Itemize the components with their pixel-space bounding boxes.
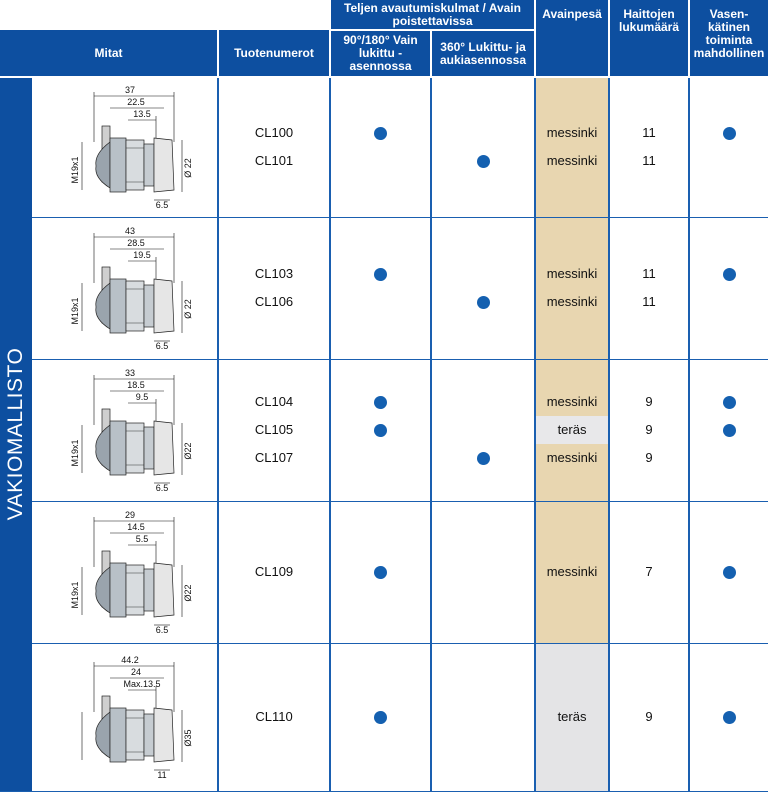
left-hand-cell [689, 77, 768, 217]
dim-diameter: Ø35 [182, 729, 193, 747]
product-codes-cell [218, 643, 330, 791]
header-mitat: Mitat [0, 30, 218, 77]
lock-diagram [50, 365, 200, 495]
dim-base: 6.5 [155, 625, 168, 635]
feature-line [432, 119, 534, 147]
lever-count-cell [609, 217, 689, 359]
cell-stack [219, 388, 329, 472]
feature-line [690, 558, 768, 586]
cell-stack [536, 388, 608, 472]
feature-line [331, 147, 430, 175]
product-codes-cell [218, 77, 330, 217]
feature-line [432, 388, 534, 416]
lever-count: 11 [642, 125, 656, 141]
deg90-cell [330, 217, 431, 359]
feature-line [432, 260, 534, 288]
header-vasen: Vasen-kätinen toiminta mahdollinen [689, 0, 768, 77]
lever-count: 11 [642, 294, 656, 309]
deg90-cell [330, 77, 431, 217]
cell-stack [690, 388, 768, 472]
feature-dot-icon [477, 452, 490, 465]
lever-count: 9 [645, 394, 653, 409]
lever-count: 11 [642, 266, 656, 281]
side-label: VAKIOMALLISTO [4, 347, 27, 521]
dimension-drawing-cell [32, 217, 218, 359]
dim-thread: M19x1 [69, 156, 80, 184]
product-row [0, 359, 768, 501]
cell-stack [219, 260, 329, 316]
product-codes-cell [218, 217, 330, 359]
material-value: messinki [546, 125, 598, 141]
product-row [0, 643, 768, 791]
feature-line [432, 147, 534, 175]
cell-stack [536, 703, 608, 731]
lever-count-cell [609, 77, 689, 217]
feature-line [331, 444, 430, 472]
cell-stack [331, 703, 430, 731]
cell-stack [690, 703, 768, 731]
product-code: CL109 [254, 564, 294, 579]
product-row [0, 501, 768, 643]
product-codes-cell [218, 501, 330, 643]
feature-dot-icon [374, 396, 387, 409]
feature-dot-icon [374, 566, 387, 579]
dim-base: 6.5 [155, 341, 168, 351]
dimension-drawing-cell [32, 501, 218, 643]
material-value: messinki [546, 294, 598, 309]
cell-stack [536, 119, 608, 175]
dim-base: 6.5 [155, 483, 168, 493]
header-group-title: Teljen avautumiskulmat / Avain poistettavissa [330, 0, 535, 30]
dim-mid: 18.5 [126, 380, 145, 390]
left-hand-cell [689, 217, 768, 359]
dim-mid: 24 [130, 667, 141, 677]
product-code: CL104 [254, 394, 294, 409]
cell-stack [610, 558, 688, 586]
product-row [0, 77, 768, 217]
cell-stack [432, 703, 534, 731]
dim-short: Max.13.5 [122, 679, 161, 689]
material-cell [535, 77, 609, 217]
cell-stack [331, 260, 430, 316]
feature-line [690, 388, 768, 416]
product-code: CL100 [254, 125, 294, 141]
material-value: messinki [546, 266, 598, 281]
feature-dot-icon [723, 711, 736, 724]
material-value: messinki [546, 394, 598, 409]
cell-stack [432, 260, 534, 316]
cell-stack [331, 558, 430, 586]
feature-dot-icon [374, 268, 387, 281]
deg90-cell [330, 501, 431, 643]
feature-line [690, 288, 768, 316]
feature-line [331, 288, 430, 316]
dim-diameter: Ø 22 [182, 299, 193, 319]
header-blank [0, 0, 330, 30]
feature-line [432, 444, 534, 472]
dim-thread: M19x1 [69, 581, 80, 609]
feature-dot-icon [477, 155, 490, 168]
dim-diameter: Ø 22 [182, 158, 193, 179]
feature-dot-icon [374, 711, 387, 724]
lock-diagram [50, 82, 200, 212]
deg360-cell [431, 643, 535, 791]
dim-mid: 14.5 [126, 522, 145, 532]
feature-line [331, 388, 430, 416]
dimension-drawing-cell [32, 77, 218, 217]
feature-line [690, 147, 768, 175]
left-hand-cell [689, 359, 768, 501]
product-row [0, 217, 768, 359]
feature-line [331, 416, 430, 444]
cell-stack [690, 558, 768, 586]
dim-length: 43 [124, 226, 135, 236]
dim-length: 29 [124, 510, 135, 520]
left-hand-cell [689, 643, 768, 791]
dim-length: 44.2 [120, 655, 139, 665]
feature-dot-icon [723, 566, 736, 579]
cell-stack [610, 260, 688, 316]
left-hand-cell [689, 501, 768, 643]
feature-dot-icon [374, 424, 387, 437]
cell-stack [536, 558, 608, 586]
feature-line [432, 558, 534, 586]
cell-stack [610, 388, 688, 472]
product-code: CL106 [254, 294, 294, 309]
product-code: CL107 [254, 450, 294, 465]
lever-count: 9 [645, 450, 653, 465]
feature-line [690, 703, 768, 731]
feature-line [690, 444, 768, 472]
dim-mid: 22.5 [126, 97, 145, 108]
lever-count: 7 [645, 564, 653, 579]
dim-thread: M19x1 [69, 297, 80, 325]
header-360: 360° Lukittu- ja aukiasennossa [431, 30, 535, 77]
feature-dot-icon [477, 296, 490, 309]
lever-count: 9 [645, 422, 653, 437]
lever-count-cell [609, 501, 689, 643]
feature-line [432, 703, 534, 731]
header-tuotenumerot: Tuotenumerot [218, 30, 330, 77]
feature-line [331, 558, 430, 586]
product-code: CL110 [255, 709, 293, 724]
dim-short: 9.5 [135, 392, 148, 402]
dim-mid: 28.5 [126, 238, 145, 248]
cell-stack [536, 260, 608, 316]
cell-stack [331, 119, 430, 175]
material-cell [535, 217, 609, 359]
material-value: messinki [546, 564, 598, 579]
dim-thread: M19x1 [69, 439, 80, 467]
cell-stack [432, 119, 534, 175]
lock-diagram [50, 223, 200, 353]
feature-line [432, 416, 534, 444]
material-cell [535, 501, 609, 643]
product-code: CL103 [254, 266, 294, 281]
header-haittojen: Haittojen lukumäärä [609, 0, 689, 77]
feature-dot-icon [374, 127, 387, 140]
dim-short: 19.5 [132, 250, 151, 260]
feature-line [331, 260, 430, 288]
dim-diameter: Ø22 [182, 584, 193, 602]
dimension-drawing-cell [32, 643, 218, 791]
lever-count-cell [609, 359, 689, 501]
material-cell [535, 359, 609, 501]
dimension-drawing-cell [32, 359, 218, 501]
cell-stack [331, 388, 430, 472]
feature-line [331, 119, 430, 147]
cell-stack [610, 703, 688, 731]
dim-length: 37 [124, 85, 135, 96]
lock-diagram [50, 507, 200, 637]
dim-length: 33 [124, 368, 135, 378]
cell-stack [690, 260, 768, 316]
feature-dot-icon [723, 396, 736, 409]
lever-count: 11 [642, 153, 656, 169]
dim-base: 11 [156, 770, 167, 780]
material-value: messinki [546, 450, 598, 465]
product-codes-cell [218, 359, 330, 501]
dim-short: 13.5 [132, 109, 151, 120]
feature-line [690, 119, 768, 147]
deg360-cell [431, 77, 535, 217]
feature-line [432, 288, 534, 316]
dim-base: 6.5 [155, 200, 168, 211]
deg90-cell [330, 359, 431, 501]
dim-diameter: Ø22 [182, 442, 193, 460]
feature-dot-icon [723, 424, 736, 437]
lever-count-cell [609, 643, 689, 791]
header-90: 90°/180° Vain lukittu -asennossa [330, 30, 431, 77]
deg360-cell [431, 359, 535, 501]
dim-short: 5.5 [135, 534, 148, 544]
feature-line [690, 260, 768, 288]
deg90-cell [330, 643, 431, 791]
cell-stack [690, 119, 768, 175]
cell-stack [219, 119, 329, 175]
lock-diagram [50, 652, 200, 782]
product-code: CL101 [254, 153, 294, 169]
material-value: messinki [546, 153, 598, 169]
cell-stack [432, 558, 534, 586]
cell-stack [219, 703, 329, 731]
material-value: teräs [557, 709, 587, 724]
feature-dot-icon [723, 127, 736, 140]
lever-count: 9 [645, 709, 653, 724]
deg360-cell [431, 501, 535, 643]
feature-line [690, 416, 768, 444]
product-code: CL105 [254, 422, 294, 437]
feature-dot-icon [723, 268, 736, 281]
cell-stack [219, 558, 329, 586]
side-column [0, 77, 32, 791]
header-avainpesa: Avainpesä [535, 0, 609, 77]
cell-stack [432, 388, 534, 472]
cell-stack [610, 119, 688, 175]
material-value: teräs [536, 416, 608, 444]
material-cell [535, 643, 609, 791]
deg360-cell [431, 217, 535, 359]
feature-line [331, 703, 430, 731]
